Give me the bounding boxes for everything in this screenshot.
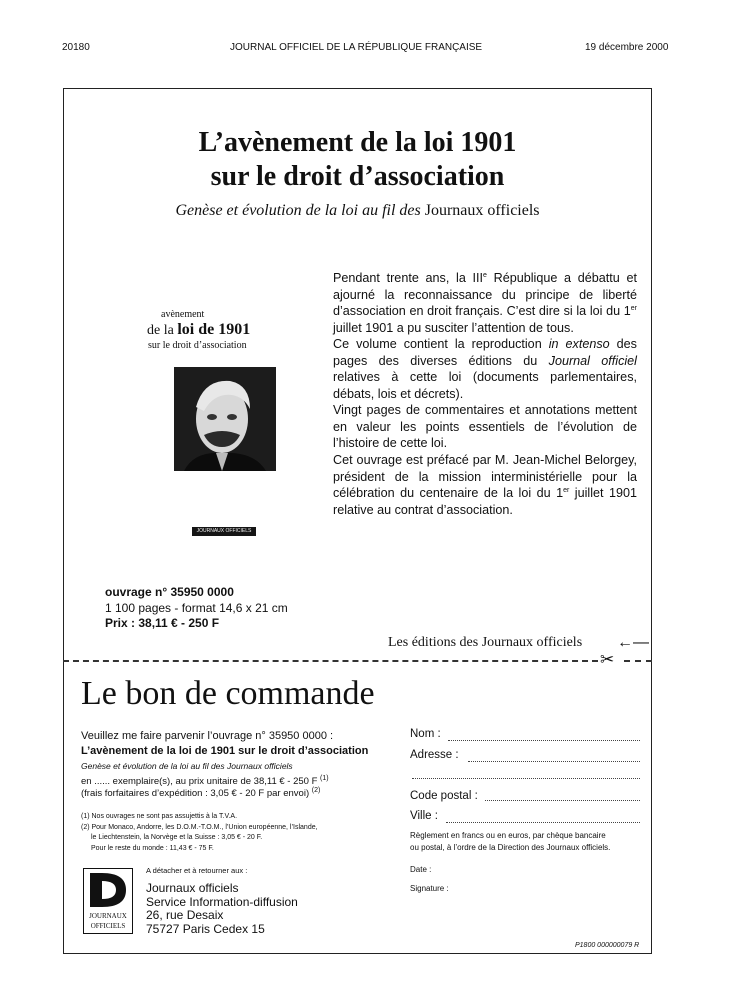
logo-text-line1: JOURNAUX	[89, 912, 127, 920]
order-intro: Veuillez me faire parvenir l’ouvrage n° 35950 0000 :	[81, 730, 334, 742]
description-paragraph-4: Cet ouvrage est préfacé par M. Jean-Michel Belorgey, président de la mission interministérielle pour la célébration du centenaire de la loi du 1er juillet 1901 relative au contrat d’association.	[333, 453, 637, 517]
order-footnotes	[81, 812, 318, 854]
description-paragraph-2: Ce volume contient la reproduction in extenso des pages des diverses éditions du Journal officiel relatives à cette loi (documents parlementaires, débats, lois et décrets).	[333, 337, 637, 401]
cover-publisher-badge: JOURNAUX OFFICIELS	[192, 527, 256, 536]
order-quantity-line: en ...... exemplaire(s), au prix unitaire de 38,11 € - 250 F $^{(1)}$	[81, 774, 329, 787]
cover-line1: avènement	[161, 309, 205, 320]
cover-line2	[147, 321, 250, 339]
adresse-input-line-2[interactable]	[412, 778, 640, 779]
footnote-1: (1) Nos ouvrages ne sont pas assujettis à la T.V.A.	[81, 813, 238, 820]
footnote-2a: (2) Pour Monaco, Andorre, les D.O.M.-T.O.M., l’Union européenne, l’Islande,	[81, 823, 318, 831]
logo-text-line2: OFFICIELS	[90, 922, 126, 930]
publisher-label: Les éditions des Journaux officiels	[388, 635, 583, 650]
product-price: Prix : 38,11 € - 250 F	[105, 616, 220, 630]
cover-line2-big: loi de 1901	[177, 321, 251, 338]
product-reference: ouvrage n° 35950 0000	[105, 585, 234, 599]
payment-line-1: Règlement en francs ou en euros, par chèque bancaire	[410, 831, 606, 840]
field-label-nom: Nom :	[410, 728, 441, 740]
arrow-left-icon: ←—	[617, 634, 649, 651]
book-subtitle	[63, 202, 652, 220]
address-line: 75727 Paris Cedex 15	[146, 921, 265, 936]
book-description	[333, 270, 637, 518]
return-instruction: A détacher et à retourner aux :	[146, 866, 248, 875]
address-line: 26, rue Desaix	[146, 908, 224, 922]
order-shipping-line: (frais forfaitaires d’expédition : 3,05 € - 20 F par envoi) $^{(2)}$	[81, 786, 321, 799]
payment-line-2: ou postal, à l’ordre de la Direction des Journaux officiels.	[410, 842, 611, 852]
field-label-code-postal: Code postal :	[410, 790, 478, 802]
signature-label[interactable]: Signature :	[410, 884, 449, 893]
issue-date: 19 décembre 2000	[585, 42, 669, 53]
order-form-title: Le bon de commande	[81, 675, 375, 712]
return-address	[146, 882, 298, 936]
ville-input-line[interactable]	[446, 822, 640, 823]
adresse-input-line[interactable]	[468, 761, 640, 762]
footnote-2b: le Liechtenstein, la Norvège et la Suisse : 3,05 € - 20 F.	[91, 834, 263, 841]
description-paragraph-3: Vingt pages de commentaires et annotations mettent en valeur les points essentiels de l’évolution de l’histoire de cette loi.	[333, 403, 637, 451]
payment-instructions	[410, 830, 610, 853]
code-postal-input-line[interactable]	[485, 800, 640, 801]
page-number: 20180	[62, 42, 90, 53]
description-paragraph-1: Pendant trente ans, la IIIe République a débattu et ajourné la reconnaissance du principe de liberté d’association en droit français. C’est dire si la loi du 1er juillet 1901 a pu susciter l’attention de tous.	[333, 271, 637, 335]
book-subtitle-italic: Genèse et évolution de la loi au fil des	[175, 202, 421, 219]
order-details	[81, 729, 381, 800]
order-book-subtitle: Genèse et évolution de la loi au fil des Journaux officiels	[81, 761, 293, 771]
date-label[interactable]: Date :	[410, 865, 432, 874]
footnote-2c: Pour le reste du monde : 11,43 € - 75 F.	[91, 844, 214, 852]
cut-line-end	[624, 660, 652, 662]
nom-input-line[interactable]	[448, 740, 640, 741]
book-subtitle-roman: Journaux officiels	[424, 202, 540, 219]
product-format: 1 100 pages - format 14,6 x 21 cm	[105, 600, 288, 615]
cover-portrait-image	[174, 367, 276, 471]
scissors-icon: ✂	[600, 650, 615, 669]
address-line: Journaux officiels	[146, 881, 239, 895]
field-label-adresse: Adresse :	[410, 749, 459, 761]
product-info	[105, 585, 288, 632]
cover-line2-prefix: de la	[147, 323, 174, 338]
book-title-line2: sur le droit d’association	[210, 161, 505, 192]
cut-line	[63, 660, 598, 662]
journal-title: JOURNAL OFFICIEL DE LA RÉPUBLIQUE FRANÇAISE	[230, 42, 483, 53]
address-line: Service Information-diffusion	[146, 894, 298, 909]
field-label-ville: Ville :	[410, 810, 438, 822]
reference-code: P1800 000000079 R	[575, 942, 640, 949]
cover-line3: sur le droit d’association	[148, 340, 247, 351]
order-book-title: L’avènement de la loi de 1901 sur le droit d’association	[81, 745, 369, 757]
book-title-line1: L’avènement de la loi 1901	[198, 127, 517, 158]
